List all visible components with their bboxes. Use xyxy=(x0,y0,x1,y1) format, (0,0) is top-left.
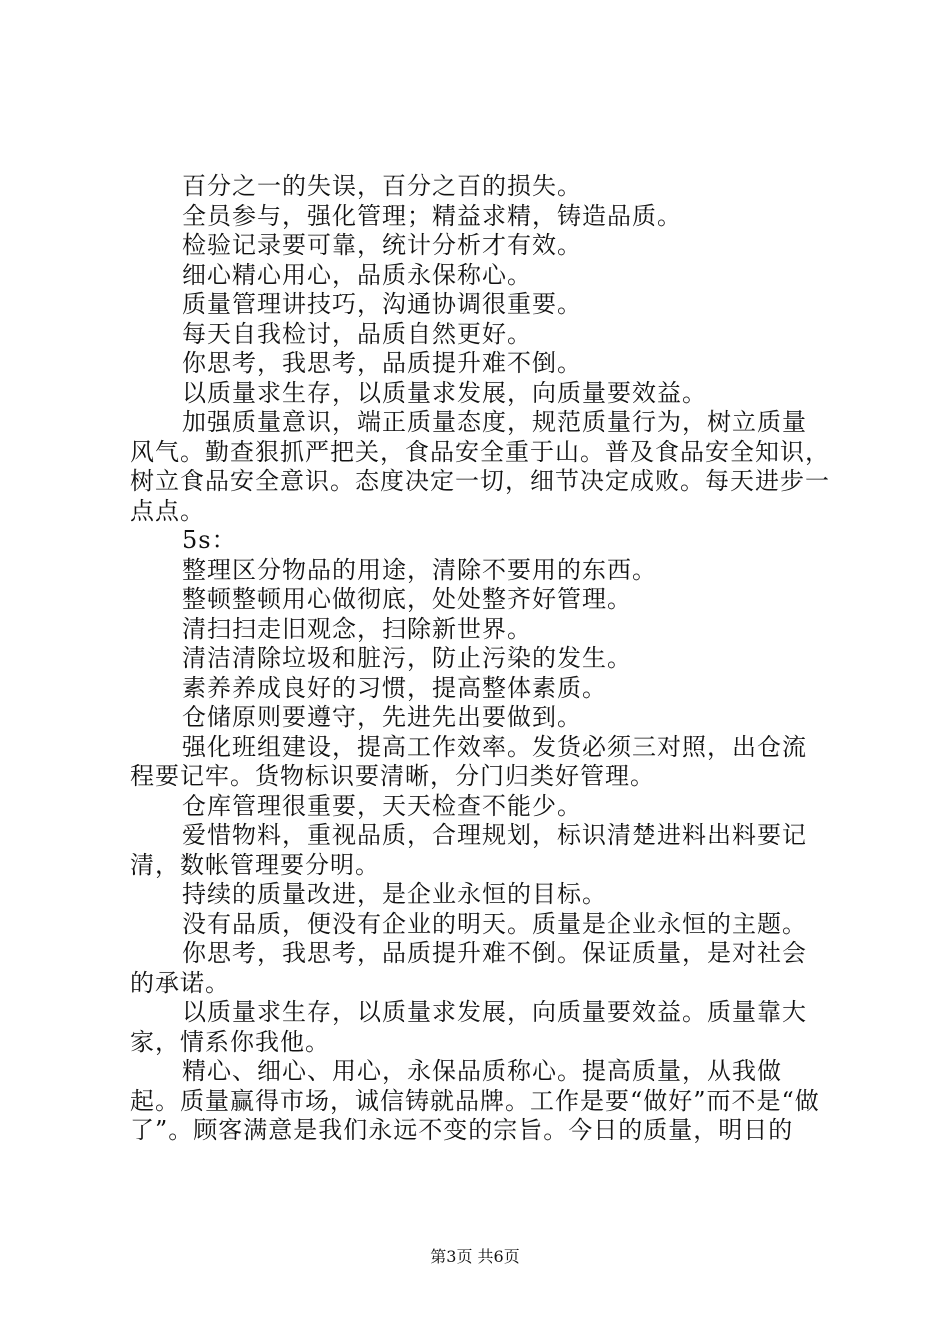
paragraph-16: 仓储原则要遵守，先进先出要做到。 xyxy=(182,703,582,731)
paragraph-7: 你思考，我思考，品质提升难不倒。 xyxy=(182,349,582,377)
document-body xyxy=(130,172,830,1146)
paragraph-10: 5s： xyxy=(182,526,237,554)
paragraph-23: 以质量求生存，以质量求发展，向质量要效益。质量靠大家，情系你我他。 xyxy=(130,998,807,1056)
paragraph-13: 清扫扫走旧观念，扫除新世界。 xyxy=(182,614,532,643)
paragraph-2: 全员参与，强化管理；精益求精，铸造品质。 xyxy=(182,201,682,230)
paragraph-24: 精心、细心、用心，永保品质称心。提高质量，从我做起。质量赢得市场，诚信铸就品牌。工作是要“做好”而不是“做了”。顾客满意是我们永远不变的宗旨。今日的质量，明日的 xyxy=(130,1057,820,1144)
paragraph-12: 整顿整顿用心做彻底，处处整齐好管理。 xyxy=(182,585,632,613)
page-number-footer: 第3页 共6页 xyxy=(430,1247,520,1266)
paragraph-4: 细心精心用心，品质永保称心。 xyxy=(182,260,532,289)
paragraph-17: 强化班组建设，提高工作效率。发货必须三对照，出仓流程要记牢。货物标识要清晰，分门归类好管理。 xyxy=(130,732,807,790)
paragraph-22: 你思考，我思考，品质提升难不倒。保证质量，是对社会的承诺。 xyxy=(130,939,807,997)
paragraph-15: 素养养成良好的习惯，提高整体素质。 xyxy=(182,673,607,702)
paragraph-18: 仓库管理很重要，天天检查不能少。 xyxy=(182,791,582,820)
paragraph-19: 爱惜物料，重视品质，合理规划，标识清楚进料出料要记清，数帐管理要分明。 xyxy=(130,821,807,879)
paragraph-11: 整理区分物品的用途，清除不要用的东西。 xyxy=(182,555,657,584)
paragraph-5: 质量管理讲技巧，沟通协调很重要。 xyxy=(182,290,582,318)
paragraph-14: 清洁清除垃圾和脏污，防止污染的发生。 xyxy=(182,644,632,672)
paragraph-6: 每天自我检讨，品质自然更好。 xyxy=(182,319,532,348)
paragraph-3: 检验记录要可靠，统计分析才有效。 xyxy=(182,231,582,259)
paragraph-20: 持续的质量改进，是企业永恒的目标。 xyxy=(182,880,607,908)
paragraph-9: 加强质量意识，端正质量态度，规范质量行为，树立质量风气。勤查狠抓严把关，食品安全重于山。普及食品安全知识，树立食品安全意识。态度决定一切，细节决定成败。每天进步一点点。 xyxy=(130,408,830,525)
paragraph-8: 以质量求生存，以质量求发展，向质量要效益。 xyxy=(182,378,707,407)
paragraph-21: 没有品质，便没有企业的明天。质量是企业永恒的主题。 xyxy=(182,909,807,938)
paragraph-1: 百分之一的失误，百分之百的损失。 xyxy=(182,172,582,200)
